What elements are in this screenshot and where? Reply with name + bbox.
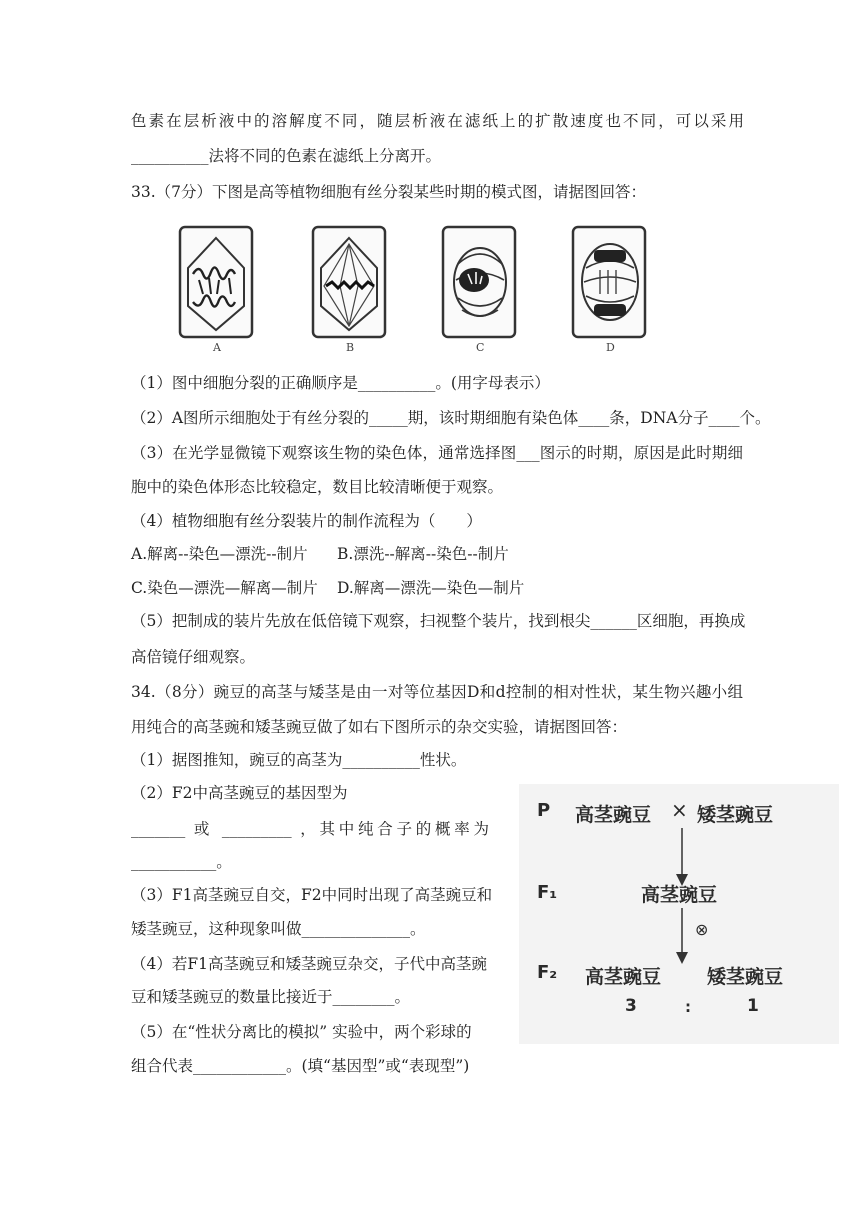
q33-option-a: A.解离--染色—漂洗--制片 [131,545,308,563]
cell-figure-a [177,224,257,356]
q34-part-1: （1）据图推知，豌豆的高茎为__________性状。 [131,751,467,769]
q34-part-5b: 组合代表____________。(填“基因型”或“表现型”) [131,1057,470,1075]
arrow-down-icon [675,828,689,888]
cross-p-parent-short: 矮茎豌豆 [697,804,774,826]
cross-ratio-tall: 3 [625,996,637,1016]
q33-option-b: B.漂洗--解离--染色--制片 [337,545,509,563]
q34-part-3a: （3）F1高茎豌豆自交，F2中同时出现了高茎豌豆和 [131,886,493,904]
q34-part-3b: 矮茎豌豆，这种现象叫做______________。 [131,920,426,938]
q33-option-c: C.染色—漂洗—解离—制片 [131,579,318,597]
q33-part-2: （2）A图所示细胞处于有丝分裂的_____期，该时期细胞有染色体____条，DNA分子____个。 [131,409,771,427]
cell-figure-d [570,224,650,356]
q33-part-3b: 胞中的染色体形态比较稳定，数目比较清晰便于观察。 [131,478,504,496]
q34-part-2a: （2）F2中高茎豌豆的基因型为 [131,784,348,802]
q33-option-d: D.解离—漂洗—染色—制片 [337,579,525,597]
arrow-down-icon [675,908,689,966]
cross-p-parent-tall: 高茎豌豆 [575,804,652,826]
cross-f2-tall: 高茎豌豆 [585,966,662,988]
q34-part-5a: （5）在“性状分离比的模拟” 实验中，两个彩球的 [131,1023,472,1041]
q33-part-5a: （5）把制成的装片先放在低倍镜下观察，扫视整个装片，找到根尖______区细胞，再换成 [131,612,746,630]
cell-figure-c [440,224,520,356]
q34-header-2: 用纯合的高茎豌和矮茎豌豆做了如右下图所示的杂交实验，请据图回答： [131,718,628,736]
cross-symbol: × [671,798,688,822]
cell-label-c: C [476,341,485,354]
q34-part-2b: _______ 或 _________ ，其中纯合子的概率为 [131,820,489,838]
cell-label-b: B [346,341,355,354]
q33-part-4: （4）植物细胞有丝分裂装片的制作流程为（ ） [131,512,482,530]
cross-ratio-short: 1 [747,996,759,1016]
q33-part-3a: （3）在光学显微镜下观察该生物的染色体，通常选择图___图示的时期，原因是此时期细 [131,444,743,462]
q33-header: 33.（7分）下图是高等植物细胞有丝分裂某些时期的模式图，请据图回答： [131,183,647,201]
cross-f1-value: 高茎豌豆 [641,884,718,906]
cross-f1-label: F₁ [537,882,558,903]
q33-part-1: （1）图中细胞分裂的正确顺序是__________。(用字母表示） [131,374,550,392]
cross-f2-label: F₂ [537,962,558,983]
q33-part-5b: 高倍镜仔细观察。 [131,648,256,666]
cross-ratio-sep: : [685,998,691,1016]
intro-line-2: __________法将不同的色素在滤纸上分离开。 [131,147,442,165]
cross-p-label: P [537,800,551,821]
intro-line-1: 色素在层析液中的溶解度不同，随层析液在滤纸上的扩散速度也不同，可以采用 [131,112,744,130]
cross-f2-short: 矮茎豌豆 [707,966,784,988]
cell-figure-b [310,224,390,356]
cross-diagram [519,784,839,1044]
q34-header-1: 34.（8分）豌豆的高茎与矮茎是由一对等位基因D和d控制的相对性状，某生物兴趣小组 [131,683,743,701]
selfing-icon: ⊗ [695,920,709,939]
cell-label-a: A [213,341,221,354]
cell-label-d: D [606,341,615,354]
q34-part-4a: （4）若F1高茎豌豆和矮茎豌豆杂交，子代中高茎豌 [131,955,487,973]
q34-part-2c: ___________。 [131,853,232,871]
q34-part-4b: 豆和矮茎豌豆的数量比接近于________。 [131,988,411,1006]
